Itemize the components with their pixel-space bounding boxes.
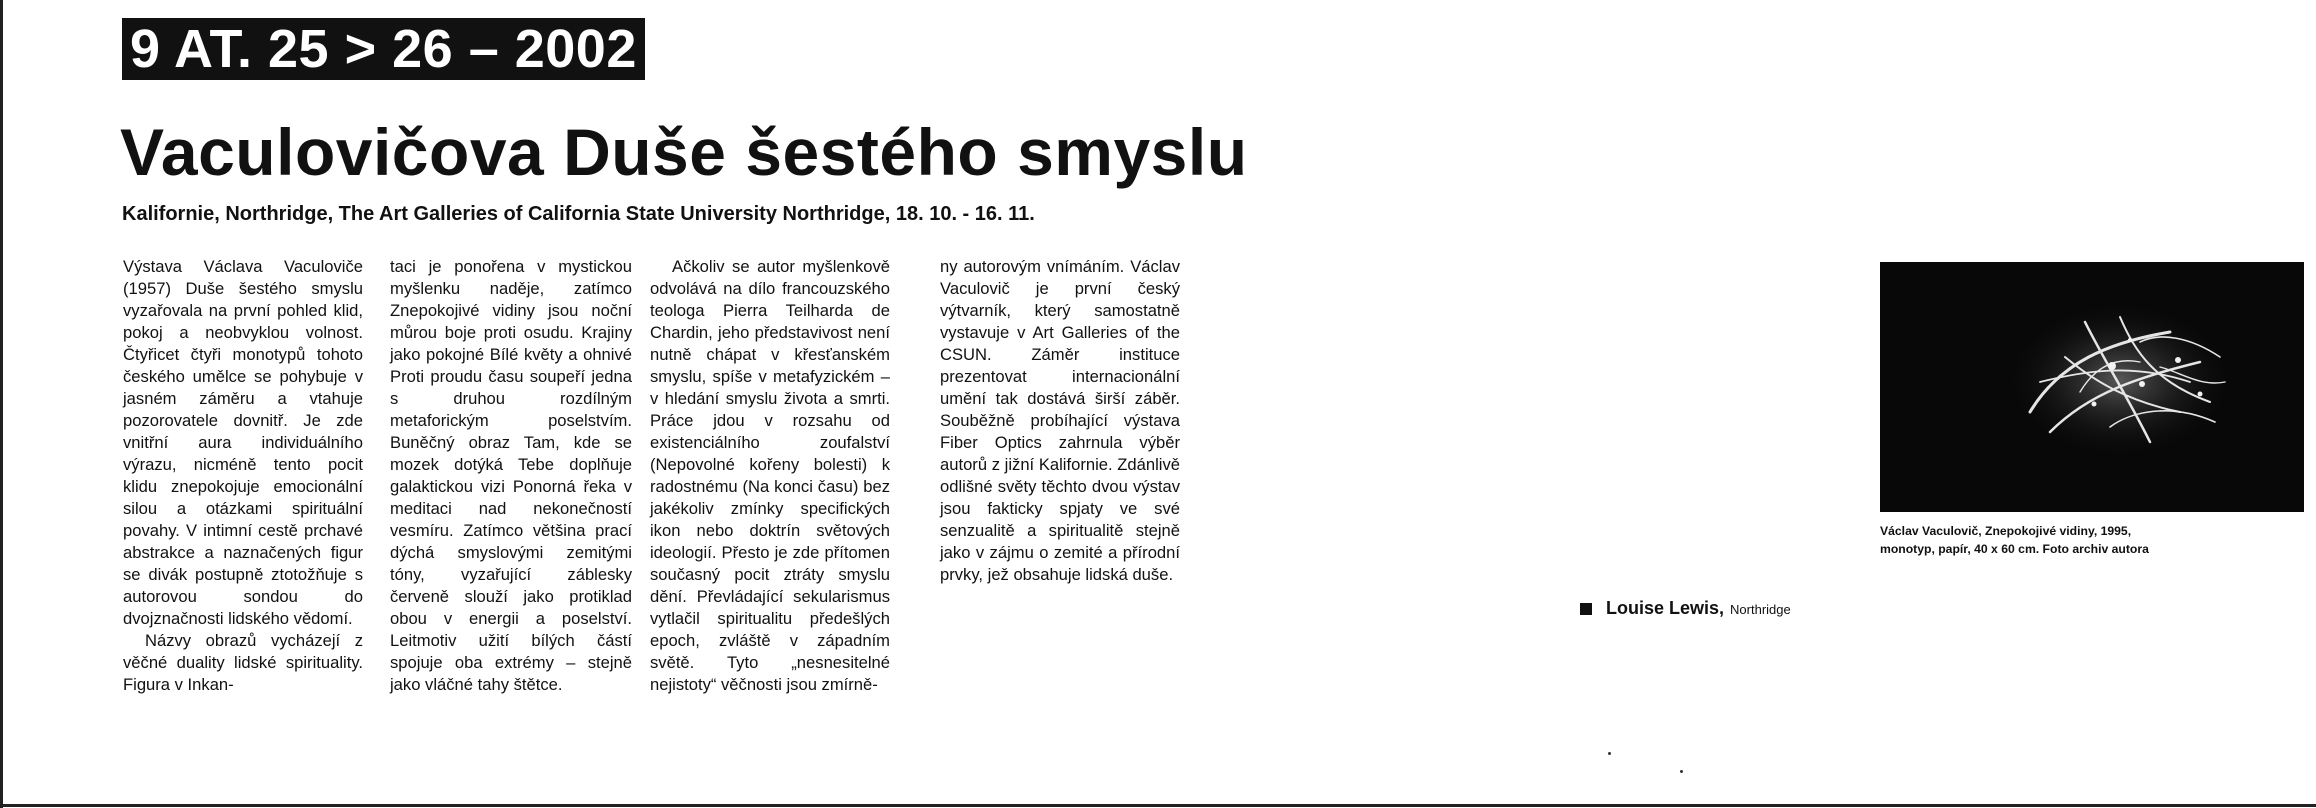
paragraph: Názvy obrazů vycházejí z věčné duality lidské spirituality. Figura v Inkan-: [123, 631, 363, 694]
article-headline: Vaculovičova Duše šestého smyslu: [120, 115, 1248, 189]
byline-square-icon: [1580, 603, 1592, 615]
print-speck: [1680, 770, 1683, 773]
article-column-2: [390, 256, 632, 696]
byline-location: Northridge: [1730, 602, 1791, 617]
article-subtitle: Kalifornie, Northridge, The Art Galleries of California State University Northridge, 18. 10. - 16. 11.: [122, 203, 1035, 225]
page-bottom-rule: [0, 804, 2316, 807]
issue-date-banner: 9 AT. 25 > 26 – 2002: [122, 18, 645, 80]
article-column-4: [940, 256, 1180, 586]
article-column-1: [123, 256, 363, 696]
page-left-rule: [0, 0, 3, 808]
caption-line: Václav Vaculovič, Znepokojivé vidiny, 1995,: [1880, 524, 2132, 538]
paragraph: ny autorovým vnímáním. Václav Vaculovič je první český výtvarník, který samostatně vystavuje v Art Galleries of the CSUN. Záměr instituce prezentovat internacionální umění tak dostává širší záběr. Souběžně probíhající výstava Fiber Optics zahrnula výběr autorů z jižní Kalifornie. Zdánlivě odlišné světy těchto dvou výstav jsou fakticky spjaty ve své senzualitě a spiritualitě stejně jako v zájmu o zemité a přírodní prvky, jež obsahuje lidská duše.: [940, 257, 1180, 584]
photo-caption: [1880, 522, 2316, 558]
caption-line: monotyp, papír, 40 x 60 cm. Foto archiv autora: [1880, 542, 2149, 556]
paragraph: Výstava Václava Vaculoviče (1957) Duše šestého smyslu vyzařovala na první pohled klid, pokoj a neobvyklou volnost. Čtyřicet čtyři monotypů tohoto českého umělce se pohybuje v jasném záměru a vtahuje pozorovatele dovnitř. Je zde vnitřní aura individuálního výrazu, nicméně tento pocit klidu znepokojuje emocionální silou a otázkami spirituální povahy. V intimní cestě prchavé abstrakce a naznačených figur se divák postupně ztotožňuje s autorovou sondou do dvojznačnosti lidského vědomí.: [123, 257, 363, 628]
article-column-3: [650, 256, 890, 696]
print-speck: [1608, 752, 1611, 755]
artwork-monotype-image: [1880, 262, 2304, 512]
byline-author: Louise Lewis,: [1606, 598, 1725, 618]
paragraph: taci je ponořena v mystickou myšlenku naděje, zatímco Znepokojivé vidiny jsou noční můrou boje proti osudu. Krajiny jako pokojné Bílé květy a ohnivé Proti proudu času soupeří jedna s druhou rozdílným metaforickým poselstvím. Buněčný obraz Tam, kde se mozek dotýká Tebe doplňuje galaktickou vizi Ponorná řeka v meditaci nad nekonečností vesmíru. Zatímco většina prací dýchá smyslovými zemitými tóny, vyzařující záblesky červeně slouží jako protiklad obou v energii a poselství. Leitmotiv užití bílých částí spojuje oba extrémy – stejně jako vláčné tahy štětce.: [390, 257, 632, 694]
paragraph: Ačkoliv se autor myšlenkově odvolává na dílo francouzského teologa Pierra Teilharda de Chardin, jeho představivost není nutně chápat v křesťanském smyslu, spíše v metafyzickém – v hledání smyslu života a smrti. Práce jdou v rozsahu od existenciálního zoufalství (Nepovolné kořeny bolesti) k radostnému (Na konci času) bez jakékoliv zmínky specifických ikon nebo doktrín světových ideologií. Přesto je zde přítomen současný pocit ztráty smyslu dění. Převládající sekularismus vytlačil spiritualitu předešlých epoch, zvláště v západním světě. Tyto „nesnesitelné nejistoty“ věčnosti jsou zmírně-: [650, 257, 890, 694]
artwork-photo: [1880, 262, 2304, 512]
article-byline: [1580, 598, 1791, 619]
